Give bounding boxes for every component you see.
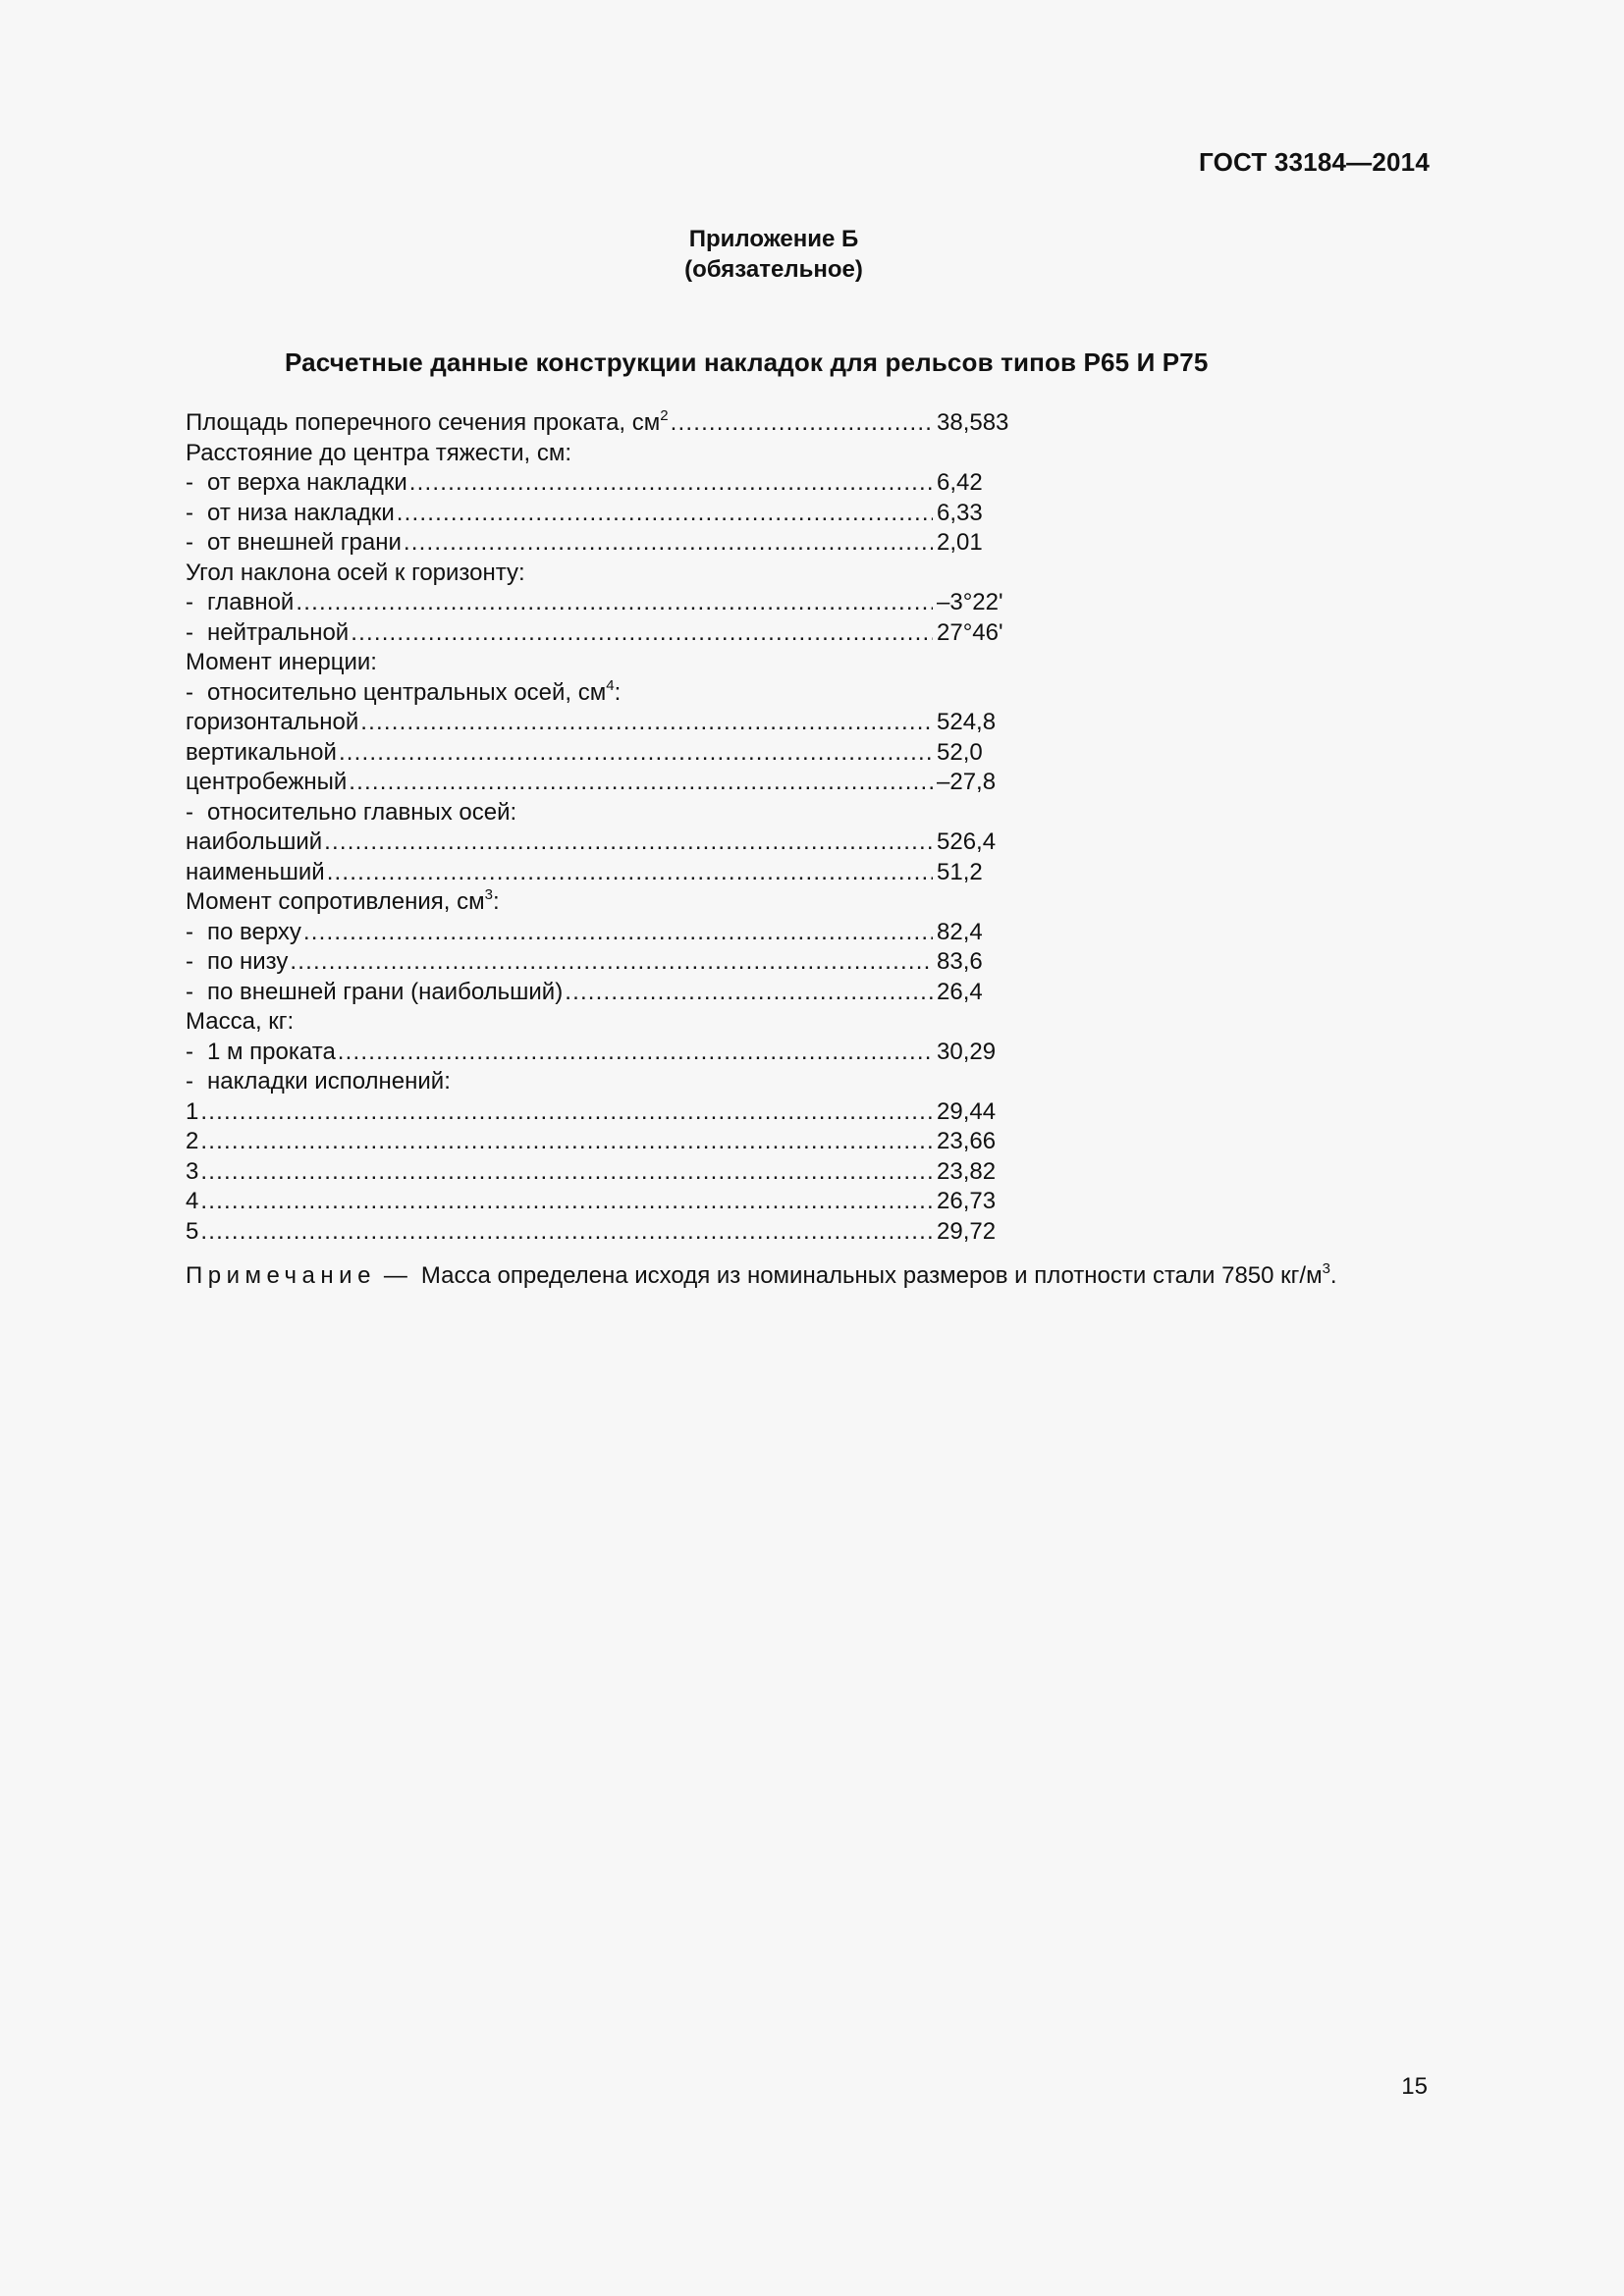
row-label: нейтральной	[207, 618, 350, 646]
list-item-variant-5	[186, 1217, 1050, 1248]
row-value: 29,44	[937, 1097, 997, 1125]
section-title: Расчетные данные конструкции накладок для рельсов типов Р65 И Р75	[285, 347, 1209, 377]
row-value: 26,4	[937, 978, 983, 1005]
row-label: вертикальной	[186, 738, 337, 766]
list-item-inertia-centrifugal	[186, 768, 1050, 798]
list-item-inertia-vertical	[186, 738, 1050, 769]
bullet-dash: -	[186, 1038, 193, 1065]
row-superscript: 4	[606, 676, 615, 694]
row-label: относительно центральных осей, см	[207, 678, 607, 706]
row-label: 4	[186, 1188, 199, 1214]
row-label: по верху	[207, 918, 301, 945]
list-heading-inertia-central	[186, 678, 1050, 709]
list-item-dist-outer	[186, 528, 1050, 559]
appendix-status: (обязательное)	[684, 256, 863, 283]
list-heading-resistance	[186, 887, 1050, 918]
list-heading-inertia-main	[186, 798, 1050, 828]
dot-leader	[200, 1097, 933, 1128]
row-value: 51,2	[937, 858, 983, 885]
bullet-dash: -	[186, 529, 193, 556]
bullet-dash: -	[186, 978, 193, 1005]
row-superscript: 2	[660, 407, 669, 424]
row-label: 3	[186, 1157, 199, 1185]
row-value: 82,4	[937, 918, 983, 945]
row-label: Момент сопротивления, см	[186, 888, 485, 915]
row-value: 2,01	[937, 529, 983, 556]
appendix-heading	[0, 224, 1547, 285]
row-label: наибольший	[186, 828, 323, 855]
dot-leader	[339, 738, 933, 769]
row-label: по низу	[207, 948, 289, 975]
row-value: 30,29	[937, 1038, 997, 1065]
row-suffix: :	[492, 888, 500, 915]
row-label: по внешней грани (наибольший)	[207, 978, 564, 1005]
page-number: 15	[1401, 2073, 1428, 2100]
row-label: главной	[207, 589, 295, 615]
list-item-angle-neutral	[186, 618, 1050, 649]
row-value: –27,8	[937, 769, 997, 795]
row-value: 26,73	[937, 1188, 997, 1214]
dot-leader	[200, 1157, 933, 1188]
row-suffix: :	[614, 678, 622, 706]
list-heading-inertia	[186, 648, 1050, 678]
row-value: 6,42	[937, 469, 983, 496]
row-label: наименьший	[186, 858, 325, 885]
row-value: 6,33	[937, 499, 983, 526]
list-item-mass-per-meter	[186, 1038, 1050, 1068]
list-item-variant-2	[186, 1127, 1050, 1157]
row-label: от внешней грани	[207, 529, 402, 556]
dot-leader	[200, 1217, 933, 1248]
dot-leader	[404, 528, 933, 559]
bullet-dash: -	[186, 678, 193, 706]
note-label: Примечание	[186, 1262, 376, 1289]
row-value: 83,6	[937, 948, 983, 975]
list-item-inertia-min	[186, 858, 1050, 888]
list-item-variant-4	[186, 1187, 1050, 1217]
bullet-dash: -	[186, 918, 193, 945]
bullet-dash: -	[186, 948, 193, 975]
list-item-variant-1	[186, 1097, 1050, 1128]
footnote	[186, 1262, 1337, 1290]
row-value: 23,66	[937, 1128, 997, 1154]
dot-leader	[397, 499, 933, 529]
row-label: Расстояние до центра тяжести, см:	[186, 439, 572, 466]
row-label: Угол наклона осей к горизонту:	[186, 559, 525, 586]
bullet-dash: -	[186, 1068, 193, 1095]
bullet-dash: -	[186, 469, 193, 496]
row-label: центробежный	[186, 769, 348, 795]
dot-leader	[303, 918, 933, 948]
dot-leader	[290, 947, 933, 978]
list-item-resistance-outer	[186, 978, 1050, 1008]
row-label: накладки исполнений:	[207, 1068, 451, 1095]
list-item-angle-main	[186, 588, 1050, 618]
list-item-area	[186, 408, 1050, 439]
dot-leader	[327, 858, 933, 888]
row-label: горизонтальной	[186, 709, 359, 735]
row-value: 526,4	[937, 828, 997, 855]
dot-leader	[338, 1038, 933, 1068]
dot-leader	[409, 468, 933, 499]
list-item-variant-3	[186, 1157, 1050, 1188]
list-item-inertia-max	[186, 828, 1050, 858]
bullet-dash: -	[186, 798, 193, 826]
row-value: 23,82	[937, 1157, 997, 1185]
row-value: 29,72	[937, 1217, 997, 1245]
row-label: 5	[186, 1217, 199, 1245]
dot-leader	[671, 408, 933, 439]
bullet-dash: -	[186, 589, 193, 615]
row-label: от верха накладки	[207, 469, 407, 496]
row-value: –3°22'	[937, 589, 1003, 615]
row-label: 1 м проката	[207, 1038, 336, 1065]
dot-leader	[349, 768, 933, 798]
row-value: 27°46'	[937, 618, 1003, 646]
list-heading-mass	[186, 1007, 1050, 1038]
list-heading-angle	[186, 559, 1050, 589]
row-label: Момент инерции:	[186, 649, 377, 675]
note-text: Масса определена исходя из номинальных размеров и плотности стали 7850 кг/м	[420, 1262, 1323, 1289]
bullet-dash: -	[186, 499, 193, 526]
dot-leader	[324, 828, 933, 858]
row-label: от низа накладки	[207, 499, 395, 526]
row-superscript: 3	[484, 886, 493, 903]
list-item-resistance-bottom	[186, 947, 1050, 978]
dot-leader	[360, 708, 933, 738]
row-label: относительно главных осей:	[207, 798, 517, 826]
list-item-dist-bottom	[186, 499, 1050, 529]
list-heading-mass-variants	[186, 1067, 1050, 1097]
dot-leader	[296, 588, 933, 618]
list-item-resistance-top	[186, 918, 1050, 948]
row-value: 52,0	[937, 738, 983, 766]
row-label: Площадь поперечного сечения проката, см	[186, 409, 661, 436]
note-end: .	[1329, 1262, 1337, 1289]
note-superscript: 3	[1322, 1260, 1330, 1277]
list-item-inertia-horizontal	[186, 708, 1050, 738]
dot-leader	[200, 1187, 933, 1217]
row-label: Масса, кг:	[186, 1008, 295, 1035]
list-item-dist-top	[186, 468, 1050, 499]
dot-leader	[200, 1127, 933, 1157]
appendix-title: Приложение Б	[688, 226, 859, 252]
row-label: 1	[186, 1097, 199, 1125]
row-value: 38,583	[937, 409, 1009, 436]
dot-leader	[351, 618, 933, 649]
row-label: 2	[186, 1128, 199, 1154]
row-value: 524,8	[937, 709, 997, 735]
note-dash: —	[383, 1262, 407, 1289]
bullet-dash: -	[186, 618, 193, 646]
list-heading-distance	[186, 439, 1050, 469]
standard-id: ГОСТ 33184—2014	[1199, 147, 1430, 177]
dot-leader	[565, 978, 933, 1008]
calculation-data-list	[186, 408, 1050, 1247]
